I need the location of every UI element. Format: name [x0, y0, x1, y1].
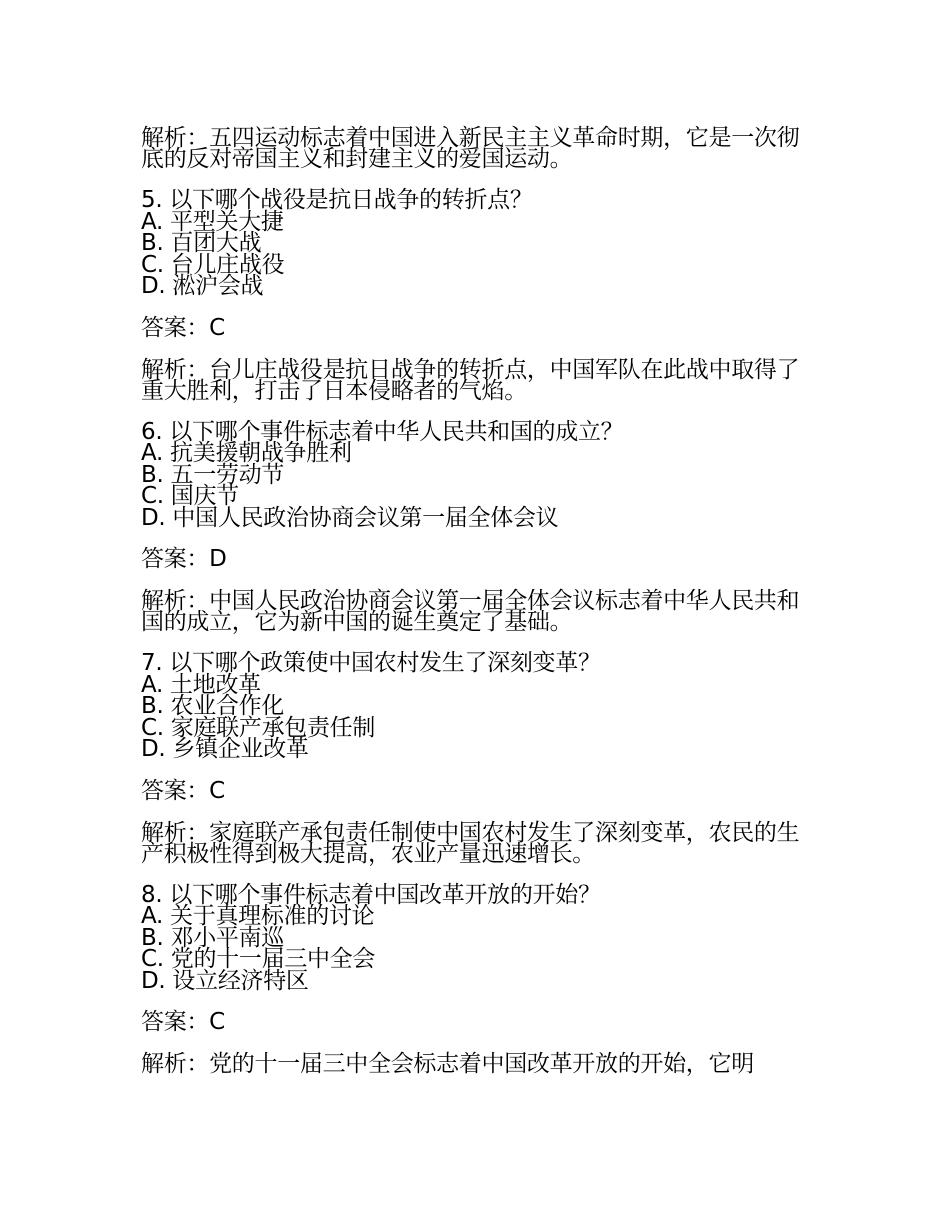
answer-text: 答案：D: [141, 546, 227, 572]
option-c: C. 家庭联产承包责任制: [141, 714, 376, 741]
answer-text: 答案：C: [141, 1009, 225, 1035]
document-page: [141, 125, 813, 1077]
option-b: B. 五一劳动节: [141, 461, 285, 488]
option-d: D. 淞沪会战: [141, 273, 264, 299]
question-text: 7. 以下哪个政策使中国农村发生了深刻变革？: [141, 650, 601, 676]
option-b: B. 邓小平南巡: [141, 924, 285, 951]
option-c: C. 台儿庄战役: [141, 251, 285, 278]
question-text: 5. 以下哪个战役是抗日战争的转折点？: [141, 187, 533, 213]
question-text: 8. 以下哪个事件标志着中国改革开放的开始？: [141, 881, 601, 908]
option-a: A. 土地改革: [141, 671, 261, 698]
answer-text: 答案：C: [141, 777, 225, 804]
question-text: 6. 以下哪个事件标志着中华人民共和国的成立？: [141, 418, 624, 445]
option-d: D. 中国人民政治协商会议第一届全体会议: [141, 504, 559, 531]
option-c: C. 党的十一届三中全会: [141, 946, 376, 972]
option-c: C. 国庆节: [141, 483, 239, 509]
analysis-text: 解析：党的十一届三中全会标志着中国改革开放的开始，它明: [141, 1051, 754, 1077]
analysis-text: 解析：中国人民政治协商会议第一届全体会议标志着中华人民共和国的成立，它为新中国的诞生奠定了基础。: [141, 588, 800, 635]
analysis-text: 解析：家庭联产承包责任制使中国农村发生了深刻变革，农民的生产积极性得到极大提高，农业产量迅速增长。: [141, 819, 800, 867]
analysis-text: 解析：台儿庄战役是抗日战争的转折点，中国军队在此战中取得了重大胜利，打击了日本侵略者的气焰。: [141, 356, 800, 404]
option-a: A. 抗美援朝战争胜利: [141, 440, 352, 466]
option-a: A. 关于真理标准的讨论: [141, 903, 375, 929]
option-a: A. 平型关大捷: [141, 208, 284, 235]
analysis-text: 解析：五四运动标志着中国进入新民主主义革命时期，它是一次彻底的反对帝国主义和封建主义的爱国运动。: [141, 125, 800, 172]
option-b: B. 农业合作化: [141, 693, 285, 719]
option-d: D. 乡镇企业改革: [141, 736, 309, 762]
answer-text: 答案：C: [141, 314, 225, 341]
option-b: B. 百团大战: [141, 230, 262, 256]
option-d: D. 设立经济特区: [141, 967, 309, 994]
